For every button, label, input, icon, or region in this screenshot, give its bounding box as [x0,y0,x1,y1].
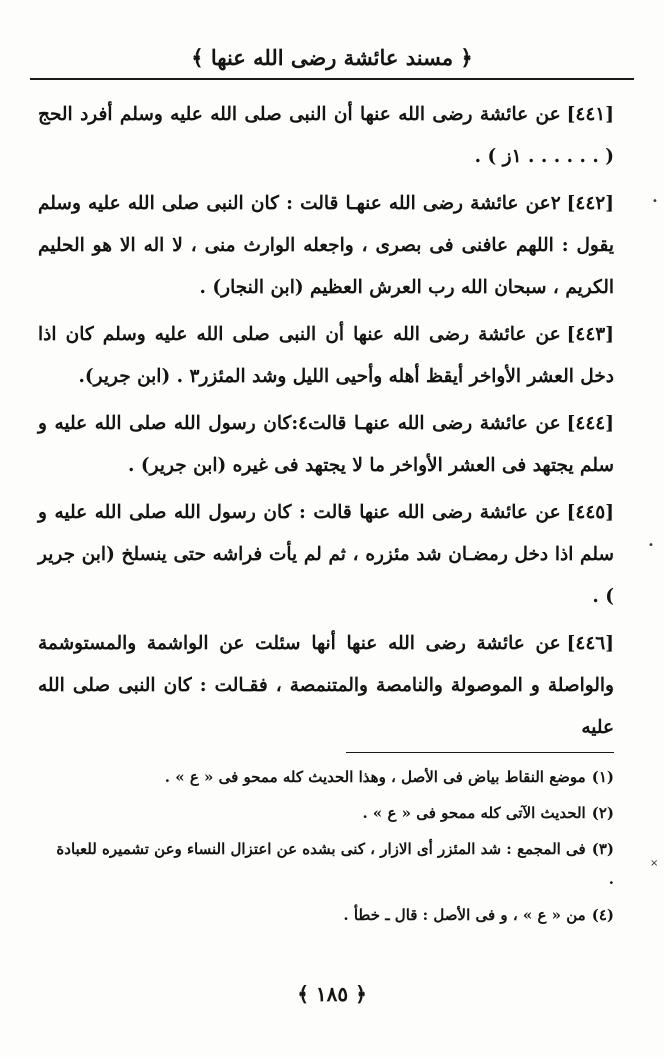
hadith-text: عن عائشة رضى الله عنها أن النبى صلى الله عليه وسلم كان اذا دخل العشر الأواخر أيقظ أهله وأحيى الليل وشد المئزر۳ . (ابن جرير). [38,324,614,387]
running-header: ﴿ مسند عائشة رضى الله عنها ﴾ [191,45,473,70]
hadith-445 [38,492,614,618]
footnote-1 [46,762,614,792]
hadith-443 [38,314,614,398]
hadith-441 [38,94,614,178]
footnote-marker: (۲) [591,804,614,822]
hadith-text: عن عائشة رضى الله عنها أن النبى صلى الله عليه وسلم أفرد الحج ( . . . . . . ۱ز ) . [38,104,614,167]
hadith-text: عن عائشة رضى الله عنهـا قالت٤:كان رسول الله صلى الله عليه و سلم يجتهد فى العشر الأواخر ما لا يجتهد فى غيره (ابن جرير) . [38,413,614,476]
hadith-number: [٤٤٥] [566,502,614,523]
hadith-text: عن عائشة رضى الله عنها أنها سئلت عن الواشمة والمستوشمة والواصلة و الموصولة والنامصة والمتنمصة ، فقـالت : كان النبى صلى الله عليه [38,633,614,738]
page-number: ﴿ ۱۸٥ ﴾ [297,982,367,1006]
footnotes [46,760,614,936]
hadith-number: [٤٤١] [566,104,614,125]
hadith-number: [٤٤٣] [566,324,614,345]
hadith-number: [٤٤٤] [566,413,614,434]
hadith-text: عن عائشة رضى الله عنها قالت : كان رسول الله صلى الله عليه و سلم اذا دخل رمضـان شد مئزره ، ثم لم يأت فراشه حتى ينسلخ (ابن جرير ) . [38,502,614,607]
hadith-442 [38,183,614,309]
hadith-446 [38,623,614,749]
hadith-444 [38,403,614,487]
footnote-marker: (۱) [591,768,614,786]
footnote-2 [46,798,614,828]
footnote-text: موضع النقاط بياض فى الأصل ، وهذا الحديث كله ممحو فى « ع » . [164,768,586,786]
hadith-number: [٤٤٦] [566,633,614,654]
footnote-marker: (٤) [591,906,614,924]
header-rule [30,78,634,80]
hadith-text: ۲عن عائشة رضى الله عنهـا قالت : كان النبى صلى الله عليه وسلم يقول : اللهم عافنى فى بصرى ، واجعله الوارث منى ، لا اله الا هو الحليم الكريم ، سبحان الله رب العرش العظيم (ابن النجار) . [38,193,614,298]
footnote-rule [346,752,614,753]
footnote-text: فى المجمع : شد المئزر أى الازار ، كنى بشده عن اعتزال النساء وعن تشميره للعبادة . [56,840,614,888]
hadith-number: [٤٤٢] [566,193,614,214]
margin-speck: • [648,540,654,551]
margin-speck: • [652,196,658,207]
hadith-list [38,94,614,754]
footnote-3 [46,834,614,894]
footnote-text: من « ع » ، و فى الأصل : قال ـ خطأ . [343,906,586,924]
footnote-text: الحديث الآتى كله ممحو فى « ع » . [362,804,586,822]
footnote-marker: (۳) [591,840,614,858]
footnote-4 [46,900,614,930]
margin-speck: × [650,858,659,869]
